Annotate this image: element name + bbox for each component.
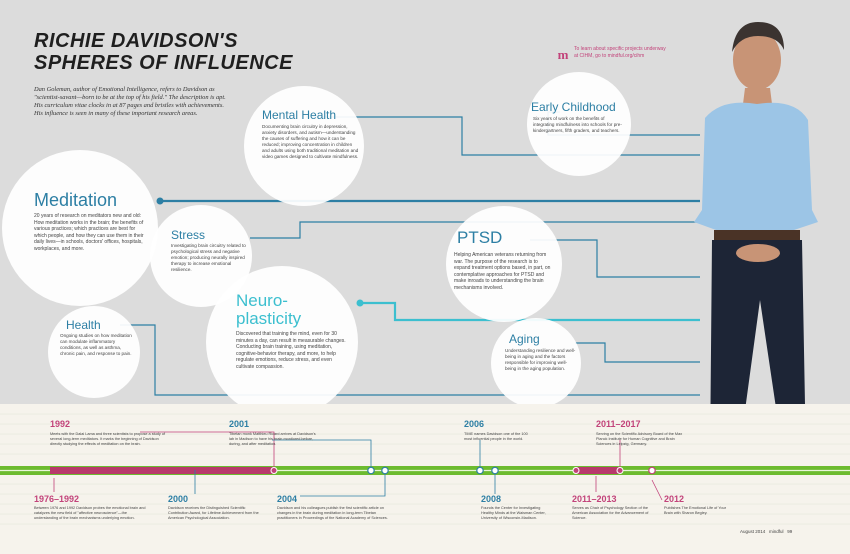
- meditation-body: 20 years of research on meditators new and old: How meditation works in the brain; the benefits of various practices; which practices are best for which people, and how they can use them in their daily lives—in schools, doctors' offices, hospitals, workplaces, and more.: [34, 213, 144, 252]
- cihm-note: To learn about specific projects underway at CIHM, go to mindful.org/cihm: [574, 46, 666, 59]
- timeline-text: Publishes The Emotional Life of Your Brain with Sharon Begley.: [664, 506, 726, 515]
- timeline-span-2011-2017: [576, 467, 620, 474]
- marker-2008: [492, 467, 498, 473]
- marker-2001: [368, 467, 374, 473]
- timeline-year: 2001: [229, 419, 250, 429]
- timeline-year: 2012: [664, 494, 685, 504]
- timeline-year: 1976–1992: [34, 494, 80, 504]
- mental-health-body: Documenting brain circuitry in depression, anxiety disorders, and autism—understanding the causes of suffering and how it can be reduced; improving concentration in children and adults using both traditional meditation and video games designed to cultivate mindfulness.: [262, 124, 359, 159]
- timeline-text: Serves as Chair of Psychology Section of the American Association for the Advancement of Science.: [572, 506, 649, 520]
- stress-body: Investigating brain circuitry related to psychological stress and negative emotion; producing neurally inspired therapy to increase emotional resilience.: [171, 243, 246, 272]
- aging-body: Understanding resilience and well-being in aging and the factors responsible for improving well-being in the aging population.: [505, 348, 576, 371]
- timeline-text: Serving on the Scientific Advisory Board of the Max Planck Institute for Human Cognitive and Brain Sciences in Leipzig, Germany.: [596, 432, 683, 446]
- marker-2006: [477, 467, 483, 473]
- stress-title: Stress: [171, 228, 206, 242]
- marker-2011: [573, 468, 579, 474]
- page-footer: August 2014 mindful 99: [740, 529, 793, 534]
- title-line-1: RICHIE DAVIDSON'S: [34, 30, 239, 52]
- timeline-text: Meets with the Dalai Lama and three scientists to propose a study of several long-term meditators. It marks the beginning of Davidson directly studying the effects of meditation on the brain.: [50, 432, 166, 446]
- timeline-text: Founds the Center for Investigating Healthy Minds at the Waisman Center, University of Wisconsin-Madison.: [481, 506, 546, 520]
- marker-1992: [271, 468, 277, 474]
- timeline-year: 2004: [277, 494, 298, 504]
- neuroplasticity-body: Discovered that training the mind, even for 30 minutes a day, can result in measurable changes. Conducting brain training, using meditation, cognitive-behavior therapy, and more, to help regulate emotions, reduce stress, and even cultivate compassion.: [236, 331, 346, 370]
- ptsd-body: Helping American veterans returning from war. The purpose of the research is to expand treatment options based, in part, on contemplative approaches for PTSD and make inroads to understanding the brain mechanisms involved.: [454, 252, 551, 291]
- ptsd-title: PTSD: [457, 228, 503, 247]
- timeline-text: Tibetan monk Matthieu Ricard arrives at Davidson's lab in Madison to have his brain monitored before, during, and after meditation.: [229, 432, 316, 446]
- early-childhood-title: Early Childhood: [531, 100, 616, 114]
- timeline-span-1976-1992: [50, 467, 275, 474]
- title-line-2: SPHERES OF INFLUENCE: [34, 52, 293, 74]
- timeline-year: 2008: [481, 494, 502, 504]
- timeline-year: 2011–2017: [596, 419, 641, 429]
- intro-text: Dan Goleman, author of Emotional Intelligence, refers to Davidson as "scientist-savant—born to be at the top of his field." The description is apt. His curriculum vitae clocks in at 87 pages and bristles with achievements. His influence is seen in many of these important research areas.: [34, 86, 226, 117]
- early-childhood-body: Six years of work on the benefits of integrating mindfulness into schools for pre-kindergartners, fifth graders, and teachers.: [533, 116, 622, 133]
- timeline-year: 2006: [464, 419, 485, 429]
- marker-2017: [617, 468, 623, 474]
- neuroplasticity-title-line-2: plasticity: [236, 309, 302, 328]
- aging-title: Aging: [509, 332, 540, 346]
- timeline-text: TIME names Davidson one of the 100 most influential people in the world.: [464, 432, 528, 441]
- timeline-year: 1992: [50, 419, 71, 429]
- timeline-year: 2000: [168, 494, 189, 504]
- timeline-text: Davidson receives the Distinguished Scientific Contribution Award, for Lifetime Achievement from the American Psychological Association.: [168, 506, 259, 520]
- timeline-text: Davidson and his colleagues publish the first scientific article on changes in the brain during meditation in long-term Tibetan practitioners in Proceedings of the National Academy of Sciences.: [277, 506, 388, 520]
- marker-2004: [382, 467, 388, 473]
- marker-2012: [649, 467, 655, 473]
- health-title: Health: [66, 318, 101, 332]
- meditation-title: Meditation: [34, 190, 118, 210]
- mindful-icon: m: [557, 47, 569, 62]
- health-body: Ongoing studies on how meditation can modulate inflammatory conditions, as well as asthma, chronic pain, and response to pain.: [60, 333, 132, 356]
- mental-health-title: Mental Health: [262, 108, 337, 122]
- neuroplasticity-title-line-1: Neuro-: [236, 291, 288, 310]
- timeline-year: 2011–2013: [572, 494, 617, 504]
- timeline-text: Between 1976 and 1992 Davidson probes the emotional brain and catalyzes the new field of "affective neuroscience"—the understanding of the brain mechanisms underlying emotion.: [34, 506, 146, 520]
